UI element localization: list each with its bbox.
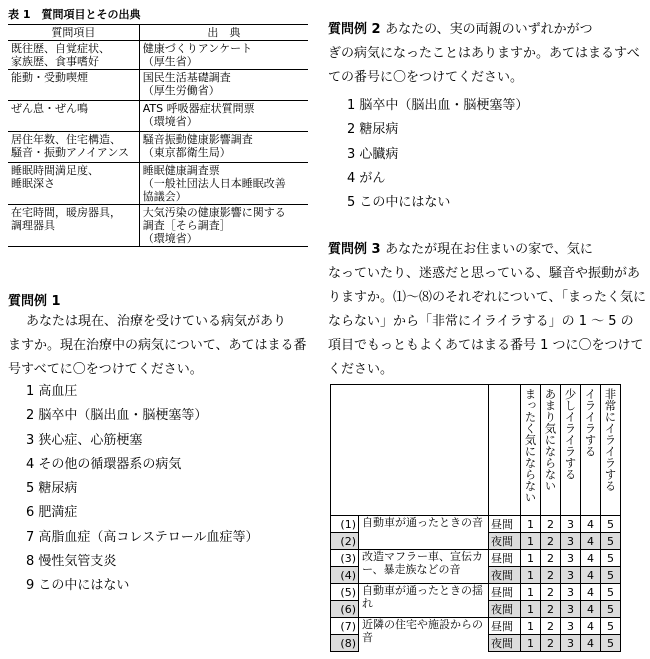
cell-line: 騒音・振動アノイアンス: [11, 146, 130, 159]
table-row: [8, 101, 308, 132]
score-option[interactable]: 4: [581, 533, 601, 550]
score-option[interactable]: 3: [561, 567, 581, 584]
list-item: 2 脳卒中（脳出血・脳梗塞等）: [26, 408, 208, 424]
q2-first-line: [328, 18, 644, 42]
q2-title: 質問例 2: [328, 22, 381, 37]
table-row: [8, 163, 308, 205]
list-item: 7 高脂血症（高コレステロール血症等）: [26, 529, 259, 545]
cell-line: 家族歴、食事嗜好: [11, 55, 99, 68]
score-option[interactable]: 2: [541, 584, 561, 601]
row-number: (7): [331, 618, 359, 635]
scale-header: [521, 385, 541, 516]
q1-body: [8, 310, 310, 382]
time-nighttime: 夜間: [489, 601, 521, 618]
score-option[interactable]: 5: [601, 584, 621, 601]
row-label: 自動車が通ったときの揺れ: [359, 584, 489, 618]
list-item: 8 慢性気管支炎: [26, 554, 117, 570]
score-option[interactable]: 3: [561, 584, 581, 601]
score-option[interactable]: 1: [521, 618, 541, 635]
cell-line: 騒音振動健康影響調査: [142, 133, 253, 146]
scale-header: [581, 385, 601, 516]
score-option[interactable]: 1: [521, 635, 541, 652]
q1-title: 質問例 1: [8, 294, 61, 309]
score-option[interactable]: 1: [521, 601, 541, 618]
cell-line: 睡眠深さ: [11, 177, 55, 190]
score-option[interactable]: 2: [541, 533, 561, 550]
table-row: [331, 550, 621, 567]
time-nighttime: 夜間: [489, 533, 521, 550]
q3-first-line: [328, 238, 646, 262]
table-row: [8, 205, 308, 247]
cell-line: 調査［そら調査］: [142, 219, 231, 232]
table1-item-cell: [8, 70, 139, 101]
cell-line: （厚生労働省）: [142, 84, 220, 97]
scale-header: [541, 385, 561, 516]
row-number: (4): [331, 567, 359, 584]
table1-source-cell: [139, 70, 308, 101]
q3-title: 質問例 3: [328, 242, 381, 257]
q2-block: [328, 18, 644, 90]
score-option[interactable]: 4: [581, 601, 601, 618]
cell-line: （厚生省）: [142, 55, 198, 68]
q2-text-rest: ぎの病気になったことはありますか。あてはまるすべての番号に〇をつけてください。: [328, 46, 640, 85]
list-item: 5 この中にはない: [347, 195, 451, 211]
row-label: 自動車が通ったときの音: [359, 516, 489, 550]
cell-line: ATS 呼吸器症状質問票: [142, 102, 255, 115]
q3-text-first: あなたが現在お住まいの家で、気に: [385, 242, 593, 257]
table1-source-cell: [139, 132, 308, 163]
score-option[interactable]: 3: [561, 618, 581, 635]
q1-options: [26, 380, 259, 599]
table1-item-cell: [8, 163, 139, 205]
table1-item-cell: [8, 132, 139, 163]
table1-header-source: 出 典: [139, 25, 308, 41]
score-option[interactable]: 4: [581, 584, 601, 601]
cell-line: 国民生活基礎調査: [142, 71, 231, 84]
cell-line: （環境省）: [142, 232, 198, 245]
scale-label: まったく気にならない: [523, 388, 538, 503]
cell-line: ぜん息・ぜん鳴: [11, 102, 88, 115]
row-number: (8): [331, 635, 359, 652]
score-option[interactable]: 1: [521, 550, 541, 567]
cell-line: 既往歴、自覚症状、: [11, 42, 110, 55]
score-option[interactable]: 4: [581, 516, 601, 533]
cell-line: 能動・受動喫煙: [11, 71, 88, 84]
scale-header: [561, 385, 581, 516]
table1: [8, 24, 308, 247]
table1-source-cell: [139, 41, 308, 70]
cell-line: 健康づくりアンケート: [142, 42, 253, 55]
q2-text-first: あなたの、実の両親のいずれかがつ: [385, 22, 593, 37]
cell-line: 睡眠時間満足度、: [11, 164, 99, 177]
list-item: 1 高血圧: [26, 384, 78, 399]
score-option[interactable]: 4: [581, 635, 601, 652]
row-number: (5): [331, 584, 359, 601]
table1-source-cell: [139, 205, 308, 247]
list-item: 5 糖尿病: [26, 481, 78, 497]
table1-item-cell: [8, 41, 139, 70]
header-blank: [331, 385, 489, 516]
list-item: 4 その他の循環器系の病気: [26, 456, 182, 472]
score-option[interactable]: 2: [541, 550, 561, 567]
score-option[interactable]: 1: [521, 516, 541, 533]
score-option[interactable]: 3: [561, 635, 581, 652]
score-option[interactable]: 3: [561, 601, 581, 618]
time-nighttime: 夜間: [489, 635, 521, 652]
score-option[interactable]: 1: [521, 567, 541, 584]
score-option[interactable]: 4: [581, 550, 601, 567]
table-row: [331, 516, 621, 533]
list-item: 6 肥満症: [26, 505, 78, 521]
table1-item-cell: [8, 101, 139, 132]
score-option[interactable]: 5: [601, 533, 621, 550]
score-option[interactable]: 5: [601, 618, 621, 635]
cell-line: 調理器具: [11, 219, 55, 232]
annoyance-table: [330, 384, 621, 652]
row-number: (3): [331, 550, 359, 567]
cell-line: 協議会）: [142, 190, 187, 203]
score-option[interactable]: 2: [541, 618, 561, 635]
score-option[interactable]: 2: [541, 516, 561, 533]
list-item: 9 この中にはない: [26, 578, 130, 594]
row-number: (2): [331, 533, 359, 550]
scale-label: イライラする: [583, 388, 598, 457]
time-nighttime: 夜間: [489, 567, 521, 584]
score-option[interactable]: 3: [561, 533, 581, 550]
score-option[interactable]: 5: [601, 516, 621, 533]
table1-item-cell: [8, 205, 139, 247]
table-row: [331, 584, 621, 601]
scale-label: あまり気にならない: [543, 388, 558, 492]
score-option[interactable]: 5: [601, 567, 621, 584]
q3-block: [328, 238, 646, 382]
list-item: 2 糖尿病: [347, 122, 399, 138]
row-number: (1): [331, 516, 359, 533]
score-option[interactable]: 2: [541, 635, 561, 652]
scale-label: 少しイライラする: [563, 388, 578, 480]
score-option[interactable]: 3: [561, 550, 581, 567]
table-row: [8, 41, 308, 70]
list-item: 3 狭心症、心筋梗塞: [26, 432, 143, 448]
scale-header: [601, 385, 621, 516]
row-label: 改造マフラー車、宣伝カー、暴走族などの音: [359, 550, 489, 584]
time-daytime: 昼間: [489, 516, 521, 533]
table-row: [8, 70, 308, 101]
header-blank-time: [489, 385, 521, 516]
score-option[interactable]: 1: [521, 584, 541, 601]
score-option[interactable]: 4: [581, 567, 601, 584]
table-row: [8, 132, 308, 163]
q3-text-rest: なっていたり、迷惑だと思っている、騒音や振動がありますか。⑴〜⑻のそれぞれについて、「まったく気にならない」から「非常にイライラする」の 1 〜 5 の項目でもっともよくあてはまる番号 1 つに〇をつけてください。: [328, 266, 646, 377]
score-option[interactable]: 3: [561, 516, 581, 533]
list-item: 1 脳卒中（脳出血・脳梗塞等）: [347, 98, 529, 113]
score-option[interactable]: 5: [601, 635, 621, 652]
cell-line: （環境省）: [142, 115, 198, 128]
time-daytime: 昼間: [489, 618, 521, 635]
time-daytime: 昼間: [489, 584, 521, 601]
table-row: [331, 618, 621, 635]
q2-options: [347, 94, 528, 215]
table1-header-item: 質問項目: [8, 25, 139, 41]
list-item: 3 心臓病: [347, 146, 399, 162]
score-option[interactable]: 5: [601, 601, 621, 618]
time-daytime: 昼間: [489, 550, 521, 567]
q1-body-line1: あなたは現在、治療を受けている病気があり: [26, 314, 287, 329]
score-option[interactable]: 4: [581, 618, 601, 635]
score-option[interactable]: 2: [541, 567, 561, 584]
q1-body-rest: ますか。現在治療中の病気について、あてはまる番号すべてに〇をつけてください。: [8, 338, 307, 377]
annoyance-header-row: [331, 385, 621, 516]
cell-line: 睡眠健康調査票: [142, 164, 220, 177]
scale-label: 非常にイライラする: [603, 388, 618, 492]
list-item: 4 がん: [347, 170, 386, 186]
cell-line: 在宅時間，暖房器具，: [11, 206, 121, 219]
table1-source-cell: [139, 101, 308, 132]
table1-caption: 表 1 質問項目とその出典: [8, 8, 141, 21]
score-option[interactable]: 5: [601, 550, 621, 567]
row-label: 近隣の住宅や施設からの音: [359, 618, 489, 652]
table1-header-row: [8, 25, 308, 41]
cell-line: （東京都衛生局）: [142, 146, 231, 159]
table1-source-cell: [139, 163, 308, 205]
score-option[interactable]: 1: [521, 533, 541, 550]
cell-line: 居住年数、住宅構造、: [11, 133, 121, 146]
cell-line: 大気汚染の健康影響に関する: [142, 206, 286, 219]
row-number: (6): [331, 601, 359, 618]
cell-line: （一般社団法人日本睡眠改善: [142, 177, 286, 190]
score-option[interactable]: 2: [541, 601, 561, 618]
